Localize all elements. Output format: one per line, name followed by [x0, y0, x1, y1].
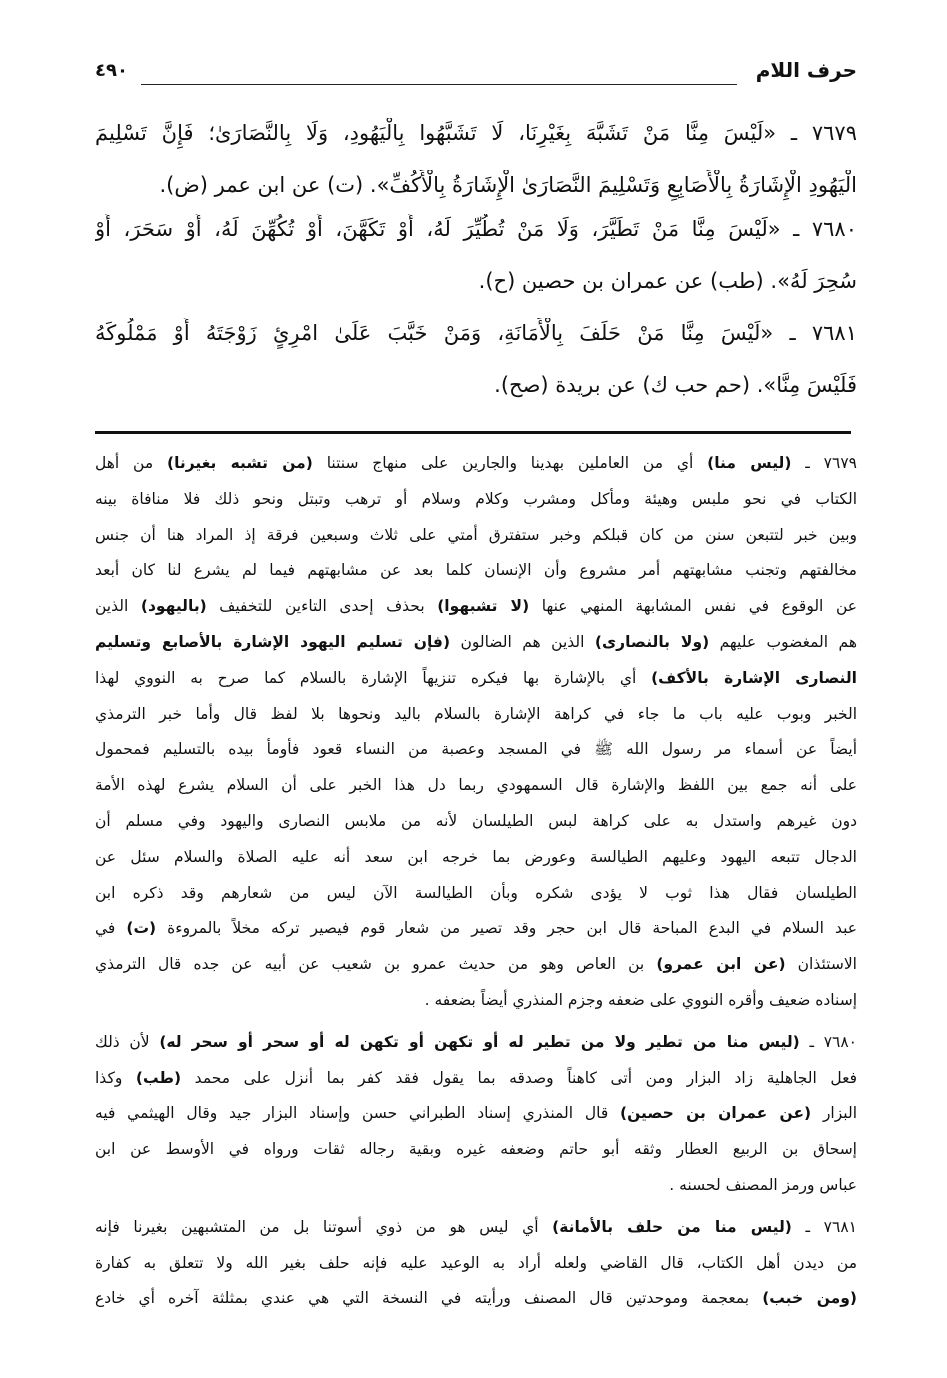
quoted-term: (لا تشبهوا) [437, 597, 530, 616]
page-number: ٤٩٠ [95, 60, 128, 81]
hadith-line: فَلَيْسَ مِنَّا». (حم حب ك) عن بريدة (صح). [494, 373, 857, 397]
quoted-term: (ولا بالنصارى) [594, 632, 710, 651]
hadith-line: ٧٦٨٠ ـ «لَيْسَ مِنَّا مَنْ تَطَيَّرَ، وَلَا مَنْ تُطُيِّرَ لَهُ، أَوْ تَكَهَّنَ، أَوْ تُكُهِّنَ لَهُ، أَوْ سَحَرَ، أَوْ [95, 217, 857, 241]
commentary-line: فعل الجاهلية زاد البزار ومن أتى كاهناً وصدقه بما يقول فقد كفر بما أنزل على محمد (طب) وكذا [95, 1068, 857, 1087]
commentary-line: الدجال تتبعه اليهود وعليهم الطيالسة وعورض بما خرجه ابن سعد أنه عليه الصلاة والسلام سئل عن [95, 847, 857, 866]
commentary-line: إسناده ضعيف وأقره النووي على ضعفه وجزم المنذري أيضاً بضعفه . [424, 990, 857, 1009]
commentary-line: على أنه جمع بين اللفظ والإشارة قال السمهودي ربما دل هذا الخبر على أن السلام يشرع لهذه الأمة [95, 776, 857, 795]
commentary-line: مخالفتهم وتجنب مشابهتهم أمر مشروع وأن الإنسان كلما بعد عن مشابهتهم فيما لم يشرع لنا كان أبعد [95, 561, 857, 580]
commentary-line: إسحاق بن الربيع العطار وثقه أبو حاتم وضعفه غيره وبقية رجاله ثقات ورواه في الأوسط عن ابن [95, 1140, 857, 1159]
quoted-term: (ت) [126, 919, 157, 938]
chapter-title: حرف اللام [755, 58, 857, 82]
commentary-line: ٧٦٨١ ـ (ليس منا من حلف بالأمانة) أي ليس هو من ذوي أسوتنا بل من المتشبهين بغيرنا فإنه [95, 1217, 857, 1236]
quoted-term: (ليس منا من تطير ولا من تطير له أو تكهن أو تكهن له أو سحر أو سحر له) [159, 1032, 800, 1051]
quoted-term: (باليهود) [140, 597, 207, 616]
commentary [95, 446, 857, 1317]
running-header [95, 58, 857, 92]
commentary-line: من ديدن أهل الكتاب، قال القاضي ولعله أراد به الوعيد عليه فإنه حلف بغير الله ولا تتعلق به كفارة [95, 1253, 857, 1272]
quoted-term: النصارى الإشارة بالأكف) [651, 668, 857, 687]
commentary-line: الطيلسان فقال هذا ثوب لا يؤدى شكره وبأن الطيالسة الآن ليس من شعارهم وقد ذكره ابن [95, 883, 857, 902]
commentary-line: الخبر وبوب عليه باب ما جاء في كراهة الإشارة بالسلام باليد ونحوها بلا لفظ قال وأما خبر الترمذي [95, 704, 857, 723]
commentary-line: عن الوقوع في نفس المشابهة المنهي عنها (لا تشبهوا) بحذف إحدى التاءين للتخفيف (باليهود) الذين [95, 597, 857, 616]
commentary-line: الاستئذان (عن ابن عمرو) بن العاص وهو من حديث عمرو بن شعيب عن أبيه عن جده قال الترمذي [95, 955, 857, 974]
quoted-term: (عن ابن عمرو) [656, 955, 786, 974]
commentary-line: ٧٦٧٩ ـ (ليس منا) أي من العاملين بهدينا والجارين على منهاج سنتنا (من تشبه بغيرنا) من أهل [95, 454, 857, 472]
commentary-line: عباس ورمز المصنف لحسنه . [669, 1175, 857, 1194]
commentary-line: أيضاً عن أسماء مر رسول الله ﷺ في المسجد وعصبة من النساء قعود فأومأ بيده بالتسليم فمحمول [95, 740, 857, 759]
hadith-line: ٧٦٨١ ـ «لَيْسَ مِنَّا مَنْ حَلَفَ بِالْأَمَانَةِ، وَمَنْ خَبَّبَ عَلَىٰ امْرِئٍ زَوْجَتَهُ أَوْ مَمْلُوكَهُ [95, 321, 857, 345]
hadith-line: الْيَهُودِ الْإِشَارَةُ بِالْأَصَابِعِ وَتَسْلِيمَ النَّصَارَىٰ الْإِشَارَةُ بِالْأَكُفِّ». (ت) عن ابن عمر (ض). [159, 173, 857, 197]
quoted-term: (فإن تسليم اليهود الإشارة بالأصابع وتسليم [95, 632, 451, 651]
commentary-line: النصارى الإشارة بالأكف) أي بالإشارة بها فيكره تنزيهاً الإشارة بالسلام كما صرح به النووي لهذا [95, 668, 857, 687]
commentary-line: هم المغضوب عليهم (ولا بالنصارى) الذين هم الضالون (فإن تسليم اليهود الإشارة بالأصابع وتسليم [95, 632, 857, 651]
quoted-term: (طب) [135, 1068, 182, 1087]
commentary-line: (ومن خبب) بمعجمة وموحدتين قال المصنف ورأيته في النسخة التي هي عندي بمثلثة آخره أي خادع [95, 1289, 857, 1308]
commentary-line: وبين خبر لتتبعن سنن من كان قبلكم وخبر ستفترق أمتي على ثلاث وسبعين فرقة إذ المراد هنا أن جنس [95, 525, 857, 544]
commentary-line: عبد السلام في البدع المباحة قال ابن حجر وقد تصير من شعار قوم فيصير تركه مخلاً بالمروءة (ت) في [95, 919, 857, 938]
quoted-term: (ومن خبب) [762, 1289, 857, 1308]
footnote-separator [95, 431, 851, 434]
commentary-line: البزار (عن عمران بن حصين) قال المنذري إسناد الطبراني حسن وإسناد البزار جيد وقال الهيثمي فيه [95, 1104, 857, 1123]
commentary-line: ٧٦٨٠ ـ (ليس منا من تطير ولا من تطير له أو تكهن أو تكهن له أو سحر أو سحر له) لأن ذلك [95, 1032, 857, 1051]
header-rule [141, 84, 737, 85]
quoted-term: (ليس منا من حلف بالأمانة) [552, 1217, 792, 1236]
quoted-term: (ليس منا) [707, 454, 792, 472]
quoted-term: (من تشبه بغيرنا) [167, 454, 313, 472]
commentary-line: دون غيرهم واستدل به على كراهة لبس الطيلسان لأنه من ملابس النصارى واليهود وفي مسلم أن [95, 811, 857, 830]
hadith-line: سُحِرَ لَهُ». (طب) عن عمران بن حصين (ح). [478, 269, 857, 293]
commentary-line: الكتاب في نحو ملبس وهيئة ومأكل ومشرب وكلام وسلام أو ترهب وتبتل ونحو ذلك فلا منافاة بينه [95, 489, 857, 508]
hadith-text [95, 118, 857, 422]
quoted-term: (عن عمران بن حصين) [620, 1104, 812, 1123]
hadith-line: ٧٦٧٩ ـ «لَيْسَ مِنَّا مَنْ تَشَبَّهَ بِغَيْرِنَا، لَا تَشَبَّهُوا بِالْيَهُودِ، وَلَا بِالنَّصَارَىٰ؛ فَإِنَّ تَسْلِيمَ [95, 121, 857, 145]
